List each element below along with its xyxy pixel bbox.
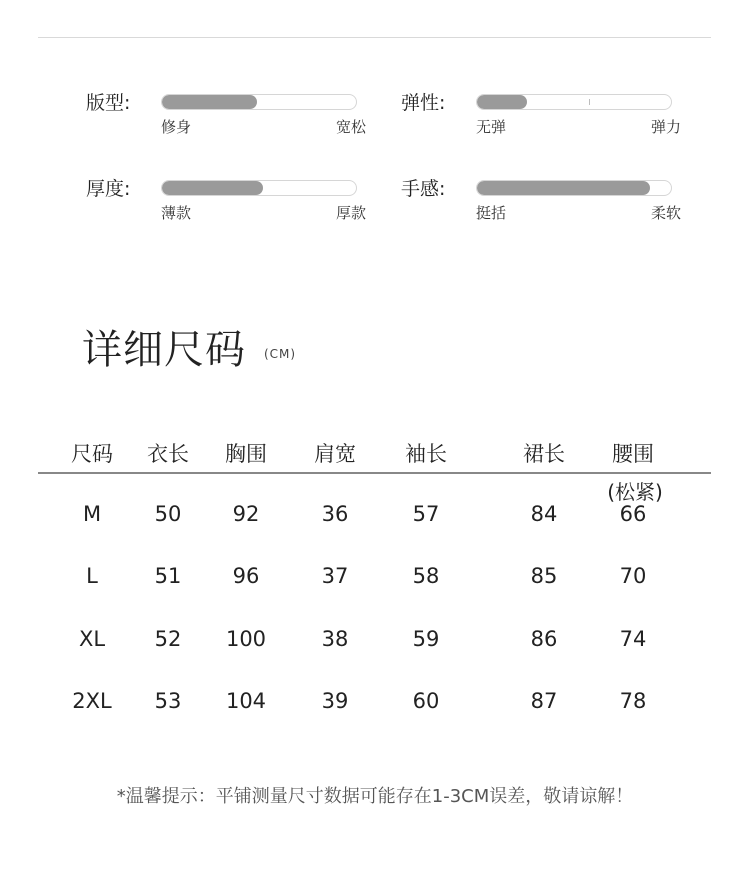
- section-unit: (CM): [264, 347, 297, 361]
- header-length: 衣长: [147, 442, 189, 466]
- attr-thickness-low: 薄款: [161, 204, 192, 222]
- table-cell: 100: [225, 627, 267, 651]
- table-cell: 60: [412, 689, 440, 713]
- table-cell: 104: [225, 689, 267, 713]
- table-cell: 66: [619, 502, 647, 526]
- table-cell: 50: [154, 502, 182, 526]
- table-cell: 85: [530, 564, 558, 588]
- attr-fit-track: [161, 94, 357, 110]
- attr-fit-fill: [162, 95, 257, 109]
- table-cell: 53: [154, 689, 182, 713]
- attr-elasticity-track: [476, 94, 672, 110]
- header-skirt-length: 裙长: [523, 442, 565, 466]
- header-waist: 腰围: [612, 442, 654, 466]
- table-cell: 38: [321, 627, 349, 651]
- header-size: 尺码: [71, 442, 113, 466]
- attr-hand-feel-high: 柔软: [650, 204, 681, 222]
- measurement-disclaimer: *温馨提示：平铺测量尺寸数据可能存在1-3CM误差，敬请谅解！: [116, 786, 634, 807]
- table-cell: XL: [78, 627, 106, 651]
- table-cell: 58: [412, 564, 440, 588]
- table-cell: 96: [232, 564, 260, 588]
- header-sleeve: 袖长: [405, 442, 447, 466]
- table-cell: 59: [412, 627, 440, 651]
- attr-hand-feel-low: 挺括: [476, 204, 507, 222]
- attr-fit-high: 宽松: [335, 118, 366, 136]
- attr-elasticity-low: 无弹: [476, 118, 507, 136]
- table-cell: 70: [619, 564, 647, 588]
- attr-hand-feel-track: [476, 180, 672, 196]
- table-cell: 51: [154, 564, 182, 588]
- table-cell: 87: [530, 689, 558, 713]
- waist-elastic-note: (松紧): [607, 480, 663, 504]
- attr-elasticity-tick: [589, 99, 590, 105]
- table-cell: M: [82, 502, 102, 526]
- table-cell: 57: [412, 502, 440, 526]
- header-chest: 胸围: [225, 442, 267, 466]
- top-divider: [38, 37, 711, 38]
- attr-thickness-high: 厚款: [335, 204, 366, 222]
- attr-hand-feel: [401, 174, 681, 234]
- table-cell: 36: [321, 502, 349, 526]
- attr-elasticity-high: 弹力: [650, 118, 681, 136]
- table-cell: 2XL: [72, 689, 112, 713]
- table-cell: 84: [530, 502, 558, 526]
- table-cell: 86: [530, 627, 558, 651]
- attr-fit-label: 版型:: [86, 92, 131, 114]
- table-cell: 78: [619, 689, 647, 713]
- attr-hand-feel-label: 手感:: [401, 178, 446, 200]
- table-header-divider: [38, 472, 711, 474]
- section-title: 详细尺码: [82, 327, 246, 373]
- attr-elasticity-fill: [477, 95, 527, 109]
- attr-elasticity-label: 弹性:: [401, 92, 446, 114]
- attr-fit: [86, 88, 366, 148]
- table-cell: 52: [154, 627, 182, 651]
- attr-thickness-track: [161, 180, 357, 196]
- attr-elasticity: [401, 88, 681, 148]
- header-shoulder: 肩宽: [314, 442, 356, 466]
- table-cell: L: [86, 564, 98, 588]
- table-cell: 92: [232, 502, 260, 526]
- table-cell: 39: [321, 689, 349, 713]
- attr-thickness-fill: [162, 181, 263, 195]
- attr-thickness: [86, 174, 366, 234]
- attr-hand-feel-fill: [477, 181, 650, 195]
- attr-thickness-label: 厚度:: [86, 178, 131, 200]
- table-cell: 74: [619, 627, 647, 651]
- table-cell: 37: [321, 564, 349, 588]
- attr-fit-low: 修身: [161, 118, 192, 136]
